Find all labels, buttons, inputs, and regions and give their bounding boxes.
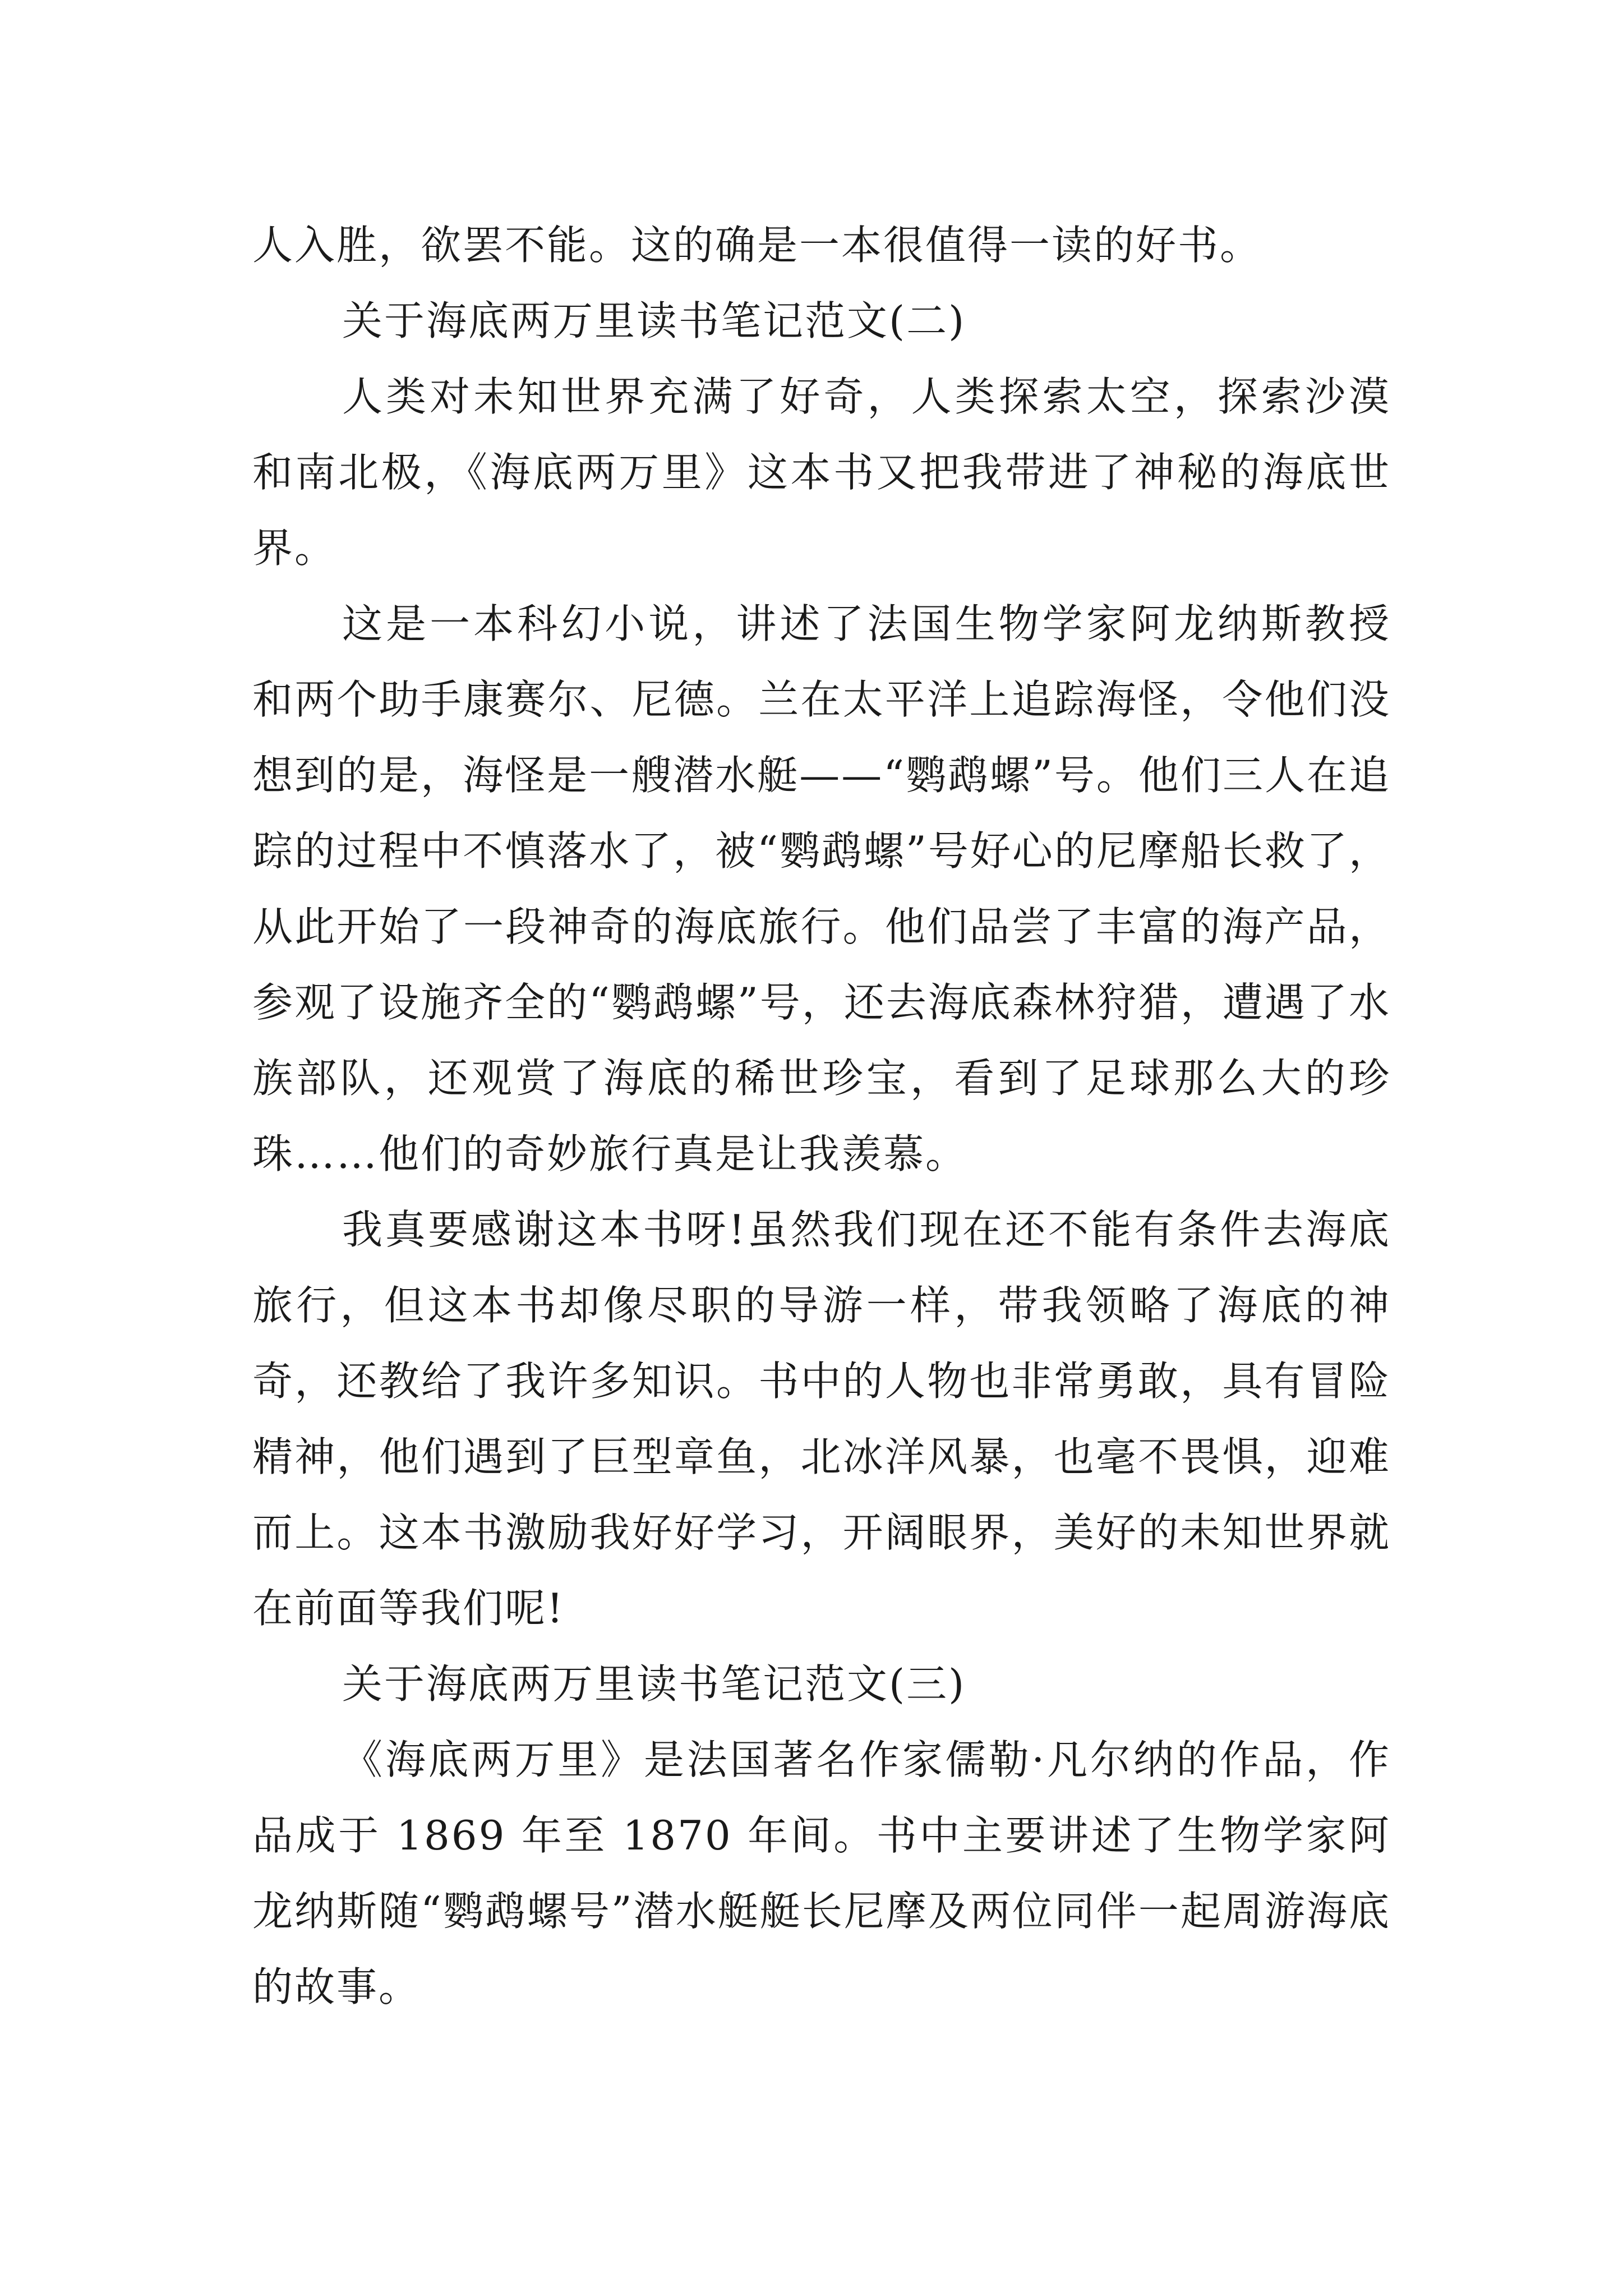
section-heading-3: 关于海底两万里读书笔记范文(三) — [342, 1660, 966, 1708]
paragraph-book-info: 《海底两万里》是法国著名作家儒勒·凡尔纳的作品，作品成于 1869 年至 1870 年间。书中主要讲述了生物学家阿龙纳斯随“鹦鹉螺号”潜水艇艇长尼摩及两位同伴一起周游海底的故事。 — [252, 1736, 1391, 2010]
paragraph-intro: 人类对未知世界充满了好奇，人类探索太空，探索沙漠和南北极，《海底两万里》这本书又把我带进了神秘的海底世界。 — [252, 373, 1391, 572]
paragraph-reflection: 我真要感谢这本书呀!虽然我们现在还不能有条件去海底旅行，但这本书却像尽职的导游一样，带我领略了海底的神奇，还教给了我许多知识。书中的人物也非常勇敢，具有冒险精神，他们遇到了巨型章鱼，北冰洋风暴，也毫不畏惧，迎难而上。这本书激励我好好学习，开阔眼界，美好的未知世界就在前面等我们呢! — [252, 1206, 1391, 1632]
section-heading-2: 关于海底两万里读书笔记范文(二) — [342, 297, 966, 344]
document-body — [252, 208, 1391, 2025]
paragraph-continuation: 人入胜，欲罢不能。这的确是一本很值得一读的好书。 — [252, 222, 1262, 269]
paragraph-summary: 这是一本科幻小说，讲述了法国生物学家阿龙纳斯教授和两个助手康赛尔、尼德。兰在太平洋上追踪海怪，令他们没想到的是，海怪是一艘潜水艇——“鹦鹉螺”号。他们三人在追踪的过程中不慎落水了，被“鹦鹉螺”号好心的尼摩船长救了，从此开始了一段神奇的海底旅行。他们品尝了丰富的海产品，参观了设施齐全的“鹦鹉螺”号，还去海底森林狩猎，遭遇了水族部队，还观赏了海底的稀世珍宝，看到了足球那么大的珍珠……他们的奇妙旅行真是让我羡慕。 — [252, 600, 1391, 1177]
